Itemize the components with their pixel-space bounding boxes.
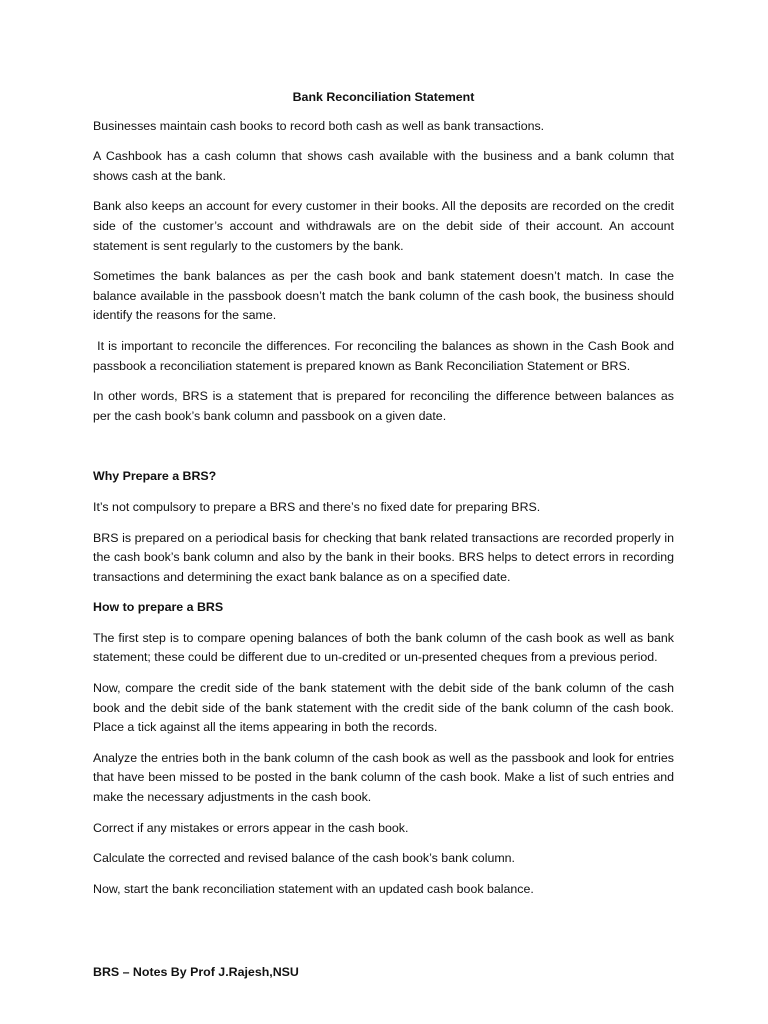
- document-body: [93, 88, 678, 910]
- why-heading: Why Prepare a BRS?: [93, 469, 217, 484]
- intro-paragraph: Businesses maintain cash books to record both cash as well as bank transactions.: [93, 118, 545, 133]
- why-paragraph: It’s not compulsory to prepare a BRS and there’s no fixed date for preparing BRS.: [93, 499, 541, 514]
- intro-paragraph: Bank also keeps an account for every customer in their books. All the deposits are recorded on the credit side of the customer’s account and withdrawals are on the debit side of their account. An account statement is sent regularly to the customers by the bank.: [93, 199, 674, 253]
- page-footer: BRS – Notes By Prof J.Rajesh,NSU: [93, 965, 299, 979]
- how-step-paragraph: Calculate the corrected and revised balance of the cash book’s bank column.: [93, 851, 515, 866]
- intro-paragraph: In other words, BRS is a statement that is prepared for reconciling the difference between balances as per the cash book’s bank column and passbook on a given date.: [93, 389, 674, 423]
- intro-paragraph: It is important to reconcile the differences. For reconciling the balances as shown in the Cash Book and passbook a reconciliation statement is prepared known as Bank Reconciliation Statement or BRS.: [93, 338, 678, 373]
- how-step-paragraph: Analyze the entries both in the bank column of the cash book as well as the passbook and look for entries that have been missed to be posted in the bank column of the cash book. Make a list of such entries and make the necessary adjustments in the cash book.: [93, 750, 674, 805]
- why-paragraph: BRS is prepared on a periodical basis for checking that bank related transactions are recorded properly in the cash book’s bank column and also by the bank in their books. BRS helps to detect errors in recording transactions and determining the exact bank balance as on a specified date.: [93, 530, 674, 584]
- how-step-paragraph: Now, start the bank reconciliation statement with an updated cash book balance.: [93, 881, 534, 896]
- how-step-paragraph: Correct if any mistakes or errors appear in the cash book.: [93, 820, 409, 835]
- how-step-paragraph: The first step is to compare opening balances of both the bank column of the cash book as well as bank statement; these could be different due to un-credited or un-presented cheques from a previous period.: [93, 630, 674, 665]
- section-spacer: [93, 437, 674, 467]
- intro-paragraph: A Cashbook has a cash column that shows cash available with the business and a bank column that shows cash at the bank.: [93, 149, 674, 183]
- how-heading: How to prepare a BRS: [93, 600, 224, 615]
- how-step-paragraph: Now, compare the credit side of the bank statement with the debit side of the bank column of the cash book and the debit side of the bank statement with the credit side of the bank column of the cash book. Place a tick against all the items appearing in both the records.: [93, 681, 674, 735]
- intro-paragraph: Sometimes the bank balances as per the cash book and bank statement doesn’t match. In case the balance available in the passbook doesn’t match the bank column of the cash book, the business should identify the reasons for the same.: [93, 269, 674, 323]
- page-title: Bank Reconciliation Statement: [292, 90, 475, 104]
